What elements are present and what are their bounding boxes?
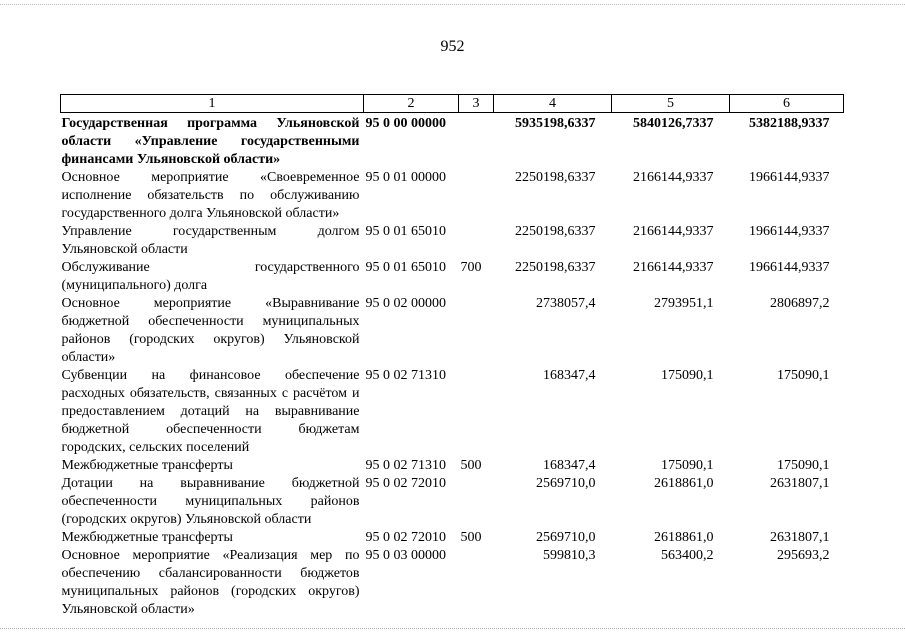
row-value-col4: 2569710,0 <box>536 476 596 491</box>
row-name: Управление государственным долгом Ульяновской области <box>61 224 360 257</box>
row-name: Основное мероприятие «Выравнивание бюджетной обеспеченности муниципальных районов (городских округов) Ульяновской области» <box>61 296 360 365</box>
table-row <box>61 367 844 457</box>
row-value-col5: 175090,1 <box>661 368 714 383</box>
row-code: 95 0 02 71310 <box>365 368 446 383</box>
row-value-col4: 2569710,0 <box>536 530 596 545</box>
row-value-col6: 2806897,2 <box>770 296 830 311</box>
row-value-col6: 175090,1 <box>777 458 830 473</box>
table-row <box>61 547 844 619</box>
row-code: 95 0 01 65010 <box>365 260 446 275</box>
row-value-col6: 2631807,1 <box>770 476 830 491</box>
row-value-col6: 295693,2 <box>777 548 830 563</box>
row-expense-type <box>459 113 494 170</box>
row-value-col5: 2166144,9337 <box>633 260 714 275</box>
row-value-col4: 2250198,6337 <box>515 260 596 275</box>
row-expense-type <box>459 295 494 367</box>
row-value-col5: 563400,2 <box>661 548 714 563</box>
row-expense-type: 500 <box>460 530 482 545</box>
row-code: 95 0 00 00000 <box>365 116 446 131</box>
row-value-col4: 2250198,6337 <box>515 224 596 239</box>
row-code: 95 0 01 65010 <box>365 224 446 239</box>
table-header <box>61 95 844 113</box>
header-col-2: 2 <box>364 95 459 113</box>
row-expense-type <box>459 475 494 529</box>
row-name: Межбюджетные трансферты <box>61 458 233 473</box>
row-expense-type <box>459 547 494 619</box>
row-value-col5: 2166144,9337 <box>633 224 714 239</box>
table-row <box>61 529 844 547</box>
header-col-4: 4 <box>494 95 612 113</box>
scan-edge-top <box>0 4 905 8</box>
row-value-col6: 1966144,9337 <box>749 260 830 275</box>
header-col-6: 6 <box>730 95 844 113</box>
row-code: 95 0 02 72010 <box>365 530 446 545</box>
row-value-col4: 2738057,4 <box>536 296 596 311</box>
row-name: Обслуживание государственного (муниципального) долга <box>61 260 360 293</box>
table-row <box>61 457 844 475</box>
row-value-col6: 2631807,1 <box>770 530 830 545</box>
row-value-col5: 2618861,0 <box>654 530 714 545</box>
table-row <box>61 223 844 259</box>
scan-edge-bottom <box>0 628 905 632</box>
row-name: Основное мероприятие «Своевременное исполнение обязательств по обслуживанию государственного долга Ульяновской области» <box>61 170 360 221</box>
row-value-col4: 168347,4 <box>543 458 596 473</box>
header-col-5: 5 <box>612 95 730 113</box>
row-value-col6: 5382188,9337 <box>749 116 830 131</box>
row-value-col4: 5935198,6337 <box>515 116 596 131</box>
row-name: Основное мероприятие «Реализация мер по обеспечению сбалансированности бюджетов муниципальных районов (городских округов) Ульяновской области» <box>61 548 360 617</box>
row-expense-type <box>459 367 494 457</box>
row-value-col6: 1966144,9337 <box>749 170 830 185</box>
row-value-col6: 1966144,9337 <box>749 224 830 239</box>
table-row <box>61 259 844 295</box>
row-name: Государственная программа Ульяновской области «Управление государственными финансами Ульяновской области» <box>61 116 360 167</box>
row-value-col4: 2250198,6337 <box>515 170 596 185</box>
header-col-1: 1 <box>61 95 364 113</box>
row-code: 95 0 02 00000 <box>365 296 446 311</box>
row-name: Субвенции на финансовое обеспечение расходных обязательств, связанных с расчётом и предоставлением дотаций на выравнивание бюджетной обеспеченности бюджетам городских, сельских поселений <box>61 368 360 455</box>
row-value-col5: 2618861,0 <box>654 476 714 491</box>
row-expense-type <box>459 223 494 259</box>
row-value-col5: 175090,1 <box>661 458 714 473</box>
row-value-col4: 168347,4 <box>543 368 596 383</box>
row-value-col5: 2793951,1 <box>654 296 714 311</box>
table-row <box>61 295 844 367</box>
table-row <box>61 113 844 170</box>
row-expense-type <box>459 169 494 223</box>
row-code: 95 0 01 00000 <box>365 170 446 185</box>
table-body <box>61 113 844 620</box>
budget-table <box>60 94 844 619</box>
row-name: Дотации на выравнивание бюджетной обеспеченности муниципальных районов (городских округов) Ульяновской области <box>61 476 360 527</box>
row-value-col5: 2166144,9337 <box>633 170 714 185</box>
table-row <box>61 169 844 223</box>
row-value-col5: 5840126,7337 <box>633 116 714 131</box>
header-row <box>61 95 844 113</box>
row-name: Межбюджетные трансферты <box>61 530 233 545</box>
table-row <box>61 475 844 529</box>
row-code: 95 0 02 72010 <box>365 476 446 491</box>
row-code: 95 0 02 71310 <box>365 458 446 473</box>
row-value-col4: 599810,3 <box>543 548 596 563</box>
page-number: 952 <box>440 38 465 55</box>
row-expense-type: 500 <box>460 458 482 473</box>
row-expense-type: 700 <box>460 260 482 275</box>
row-code: 95 0 03 00000 <box>365 548 446 563</box>
row-value-col6: 175090,1 <box>777 368 830 383</box>
header-col-3: 3 <box>459 95 494 113</box>
